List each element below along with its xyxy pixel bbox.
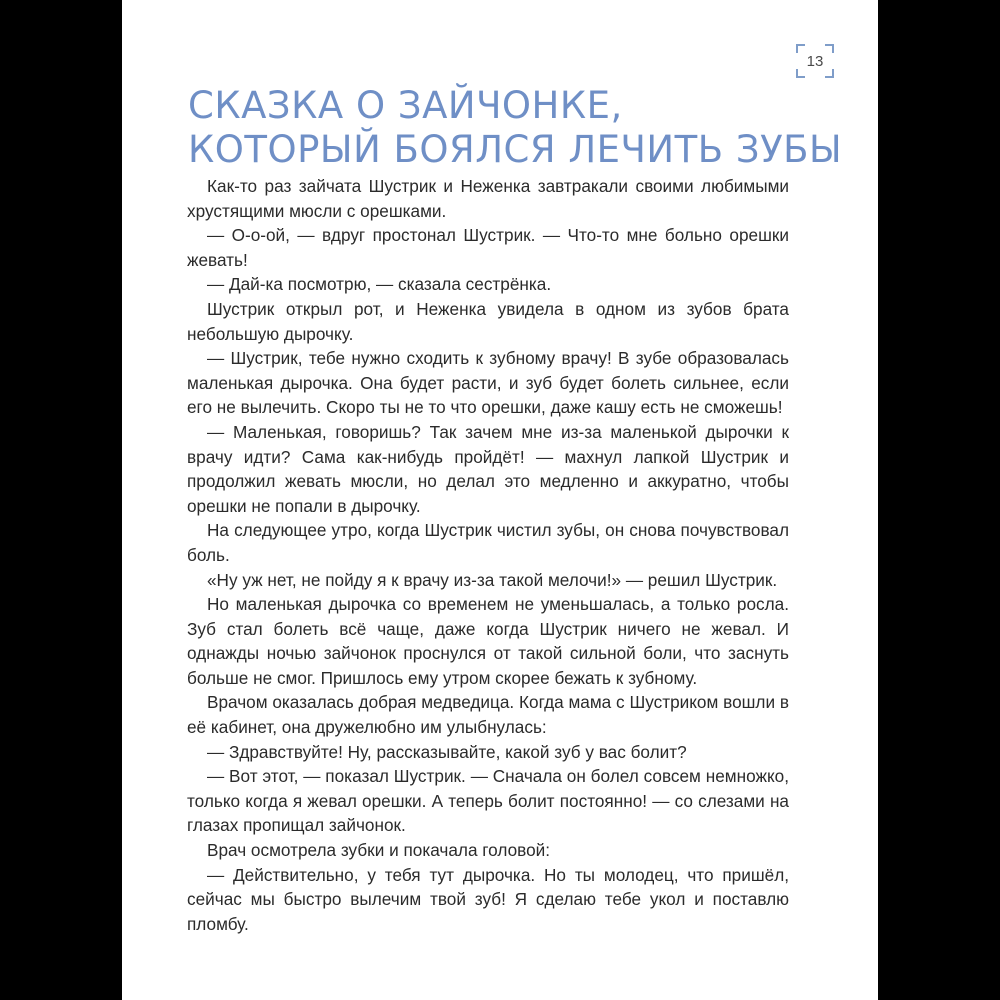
paragraph: — Вот этот, — показал Шустрик. — Сначала он болел совсем немножко, только когда я жевал орешки. А теперь болит постоянно! — со слезами на глазах пропищал зайчонок. xyxy=(187,766,789,836)
paragraph: Врачом оказалась добрая медведица. Когда мама с Шустриком вошли в её кабинет, она дружелюбно им улыбнулась: xyxy=(187,692,789,738)
story-title-line-1: СКАЗКА О ЗАЙЧОНКЕ, xyxy=(188,84,623,127)
paragraph: — Шустрик, тебе нужно сходить к зубному врачу! В зубе образовалась маленькая дырочка. Она будет расти, и зуб будет болеть сильнее, если его не вылечить. Скоро ты не то что орешки, даже кашу есть не сможешь! xyxy=(187,348,789,418)
paragraph: — Дай-ка посмотрю, — сказала сестрёнка. xyxy=(207,274,552,295)
corner-bracket-icon xyxy=(796,44,805,53)
story-title xyxy=(188,84,843,172)
paragraph: — Здравствуйте! Ну, рассказывайте, какой зуб у вас болит? xyxy=(207,741,687,762)
paragraph: — Действительно, у тебя тут дырочка. Но ты молодец, что пришёл, сейчас мы быстро вылечим твой зуб! Я сделаю тебе укол и поставлю пломбу. xyxy=(187,864,789,934)
corner-bracket-icon xyxy=(825,69,834,78)
page-number-frame xyxy=(796,44,834,78)
page-number: 13 xyxy=(806,52,824,70)
paragraph: Врач осмотрела зубки и покачала головой: xyxy=(207,840,551,861)
book-page xyxy=(122,0,878,1000)
corner-bracket-icon xyxy=(796,69,805,78)
paragraph: Как-то раз зайчата Шустрик и Неженка завтракали своими любимыми хрустящими мюсли с орешками. xyxy=(187,176,789,221)
paragraph: На следующее утро, когда Шустрик чистил зубы, он снова почувствовал боль. xyxy=(187,520,789,565)
story-title-line-2: КОТОРЫЙ БОЯЛСЯ ЛЕЧИТЬ ЗУБЫ xyxy=(188,128,843,171)
paragraph: Но маленькая дырочка со временем не уменьшалась, а только росла. Зуб стал болеть всё чаще, даже когда Шустрик ничего не жевал. И однажды ночью зайчонок проснулся от такой сильной боли, что заснуть больше не смог. Пришлось ему утром скорее бежать к зубному. xyxy=(187,594,789,688)
paragraph: «Ну уж нет, не пойду я к врачу из-за такой мелочи!» — решил Шустрик. xyxy=(207,569,778,590)
corner-bracket-icon xyxy=(825,44,834,53)
story-text xyxy=(187,174,789,936)
paragraph: — О-о-ой, — вдруг простонал Шустрик. — Что-то мне больно орешки жевать! xyxy=(187,225,789,270)
paragraph: — Маленькая, говоришь? Так зачем мне из-за маленькой дырочки к врачу идти? Сама как-нибудь пройдёт! — махнул лапкой Шустрик и продолжил жевать мюсли, но делал это медленно и аккуратно, чтобы орешки не попали в дырочку. xyxy=(187,421,789,516)
paragraph: Шустрик открыл рот, и Неженка увидела в одном из зубов брата небольшую дырочку. xyxy=(187,298,789,344)
